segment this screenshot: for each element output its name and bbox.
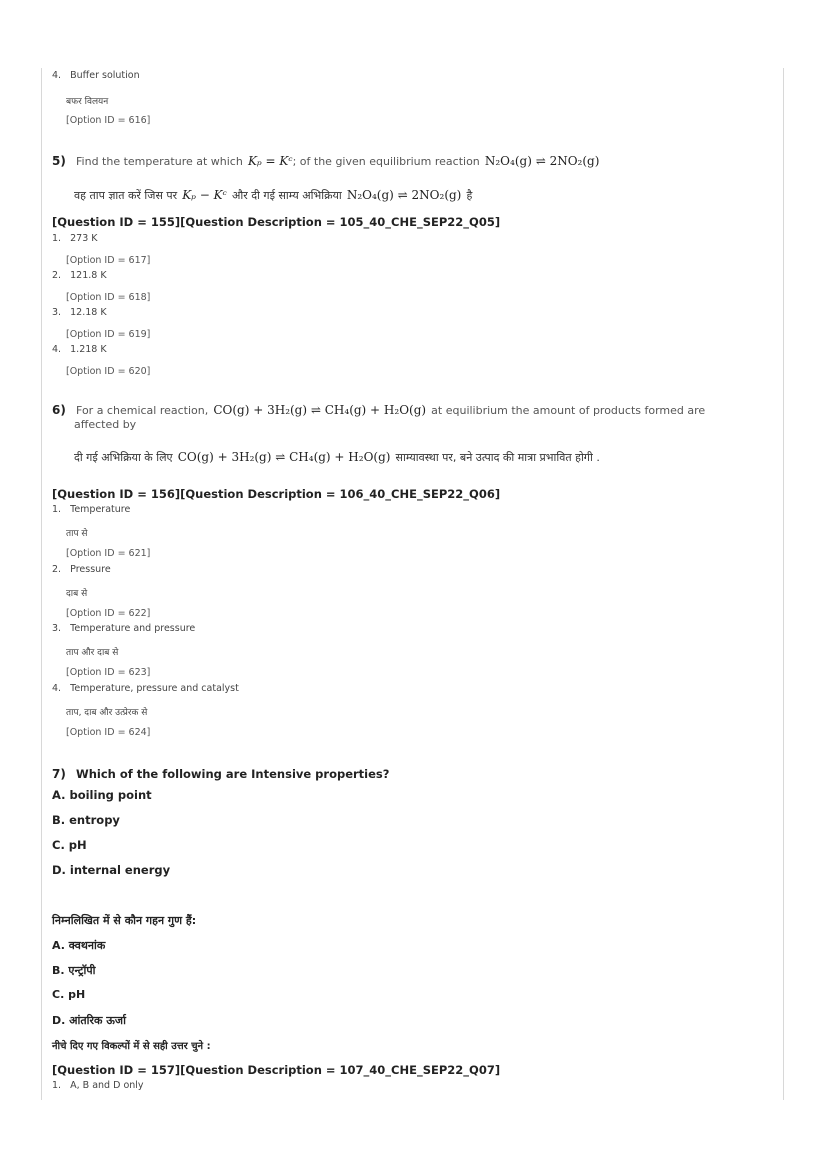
question-header: [Question ID = 155][Question Description = 105_40_CHE_SEP22_Q05] bbox=[52, 215, 501, 229]
question-header: [Question ID = 156][Question Description = 106_40_CHE_SEP22_Q06] bbox=[52, 487, 501, 501]
option-hindi: दाब से bbox=[66, 589, 88, 599]
question-text: Which of the following are Intensive properties? bbox=[76, 767, 390, 781]
hindi-text-cont: साम्यावस्था पर, बने उत्पाद की मात्रा प्रभावित होगी . bbox=[395, 451, 600, 464]
hindi-statement-a: A. क्वथनांक bbox=[52, 939, 106, 952]
option-number: 1. bbox=[52, 233, 62, 244]
question-number: 6) bbox=[52, 403, 66, 417]
question-text: For a chemical reaction, bbox=[76, 404, 209, 417]
question-text: Find the temperature at which bbox=[76, 155, 243, 168]
option-1 bbox=[52, 504, 130, 515]
option-hindi: ताप, दाब और उत्प्रेरक से bbox=[66, 708, 148, 718]
option-id: [Option ID = 620] bbox=[66, 366, 151, 377]
hindi-text-end: है bbox=[466, 189, 473, 202]
reaction-formula: CO(g) + 3H₂(g) ⇌ CH₄(g) + H₂O(g) bbox=[177, 450, 391, 464]
question-header: [Question ID = 157][Question Description = 107_40_CHE_SEP22_Q07] bbox=[52, 1063, 501, 1077]
option-id: [Option ID = 624] bbox=[66, 727, 151, 738]
reaction-formula: N₂O₄(g) ⇌ 2NO₂(g) bbox=[484, 154, 600, 168]
question-5-hindi bbox=[74, 184, 472, 203]
option-number: 4. bbox=[52, 344, 62, 355]
option-id: [Option ID = 616] bbox=[66, 115, 151, 126]
option-4 bbox=[52, 683, 239, 694]
reaction-formula: CO(g) + 3H₂(g) ⇌ CH₄(g) + H₂O(g) bbox=[213, 403, 427, 417]
option-id: [Option ID = 621] bbox=[66, 548, 151, 559]
hindi-text: दी गई अभिक्रिया के लिए bbox=[74, 451, 173, 464]
question-text-cont: ; of the given equilibrium reaction bbox=[292, 155, 480, 168]
question-7-text bbox=[52, 763, 389, 782]
option-number: 2. bbox=[52, 270, 62, 281]
question-6-text bbox=[52, 399, 706, 418]
kp-kc-expression: Kₚ = Kᶜ bbox=[247, 154, 293, 168]
option-number: 4. bbox=[52, 70, 62, 81]
option-text: 12.18 K bbox=[70, 307, 107, 318]
page-left-border bbox=[41, 68, 42, 1100]
option-2 bbox=[52, 564, 111, 575]
option-2 bbox=[52, 270, 107, 281]
option-id: [Option ID = 618] bbox=[66, 292, 151, 303]
option-text: Buffer solution bbox=[70, 70, 140, 81]
option-number: 3. bbox=[52, 623, 62, 634]
option-number: 1. bbox=[52, 504, 62, 515]
statement-a: A. boiling point bbox=[52, 788, 152, 802]
option-3 bbox=[52, 623, 195, 634]
option-text: Pressure bbox=[70, 564, 111, 575]
question-text-cont: at equilibrium the amount of products formed are bbox=[431, 404, 706, 417]
reaction-formula: N₂O₄(g) ⇌ 2NO₂(g) bbox=[346, 188, 462, 202]
question-6-hindi bbox=[74, 446, 600, 465]
question-5-text bbox=[52, 150, 599, 169]
hindi-question-text: निम्नलिखित में से कौन गहन गुण हैं: bbox=[52, 914, 197, 927]
option-1 bbox=[52, 1080, 144, 1091]
option-id: [Option ID = 622] bbox=[66, 608, 151, 619]
option-text: Temperature and pressure bbox=[70, 623, 196, 634]
hindi-statement-c: C. pH bbox=[52, 988, 86, 1001]
option-number: 2. bbox=[52, 564, 62, 575]
option-id: [Option ID = 619] bbox=[66, 329, 151, 340]
option-1 bbox=[52, 233, 98, 244]
option-3 bbox=[52, 307, 107, 318]
question-number: 7) bbox=[52, 767, 66, 781]
option-id: [Option ID = 623] bbox=[66, 667, 151, 678]
statement-c: C. pH bbox=[52, 838, 87, 852]
option-number: 1. bbox=[52, 1080, 62, 1091]
question-text-line2: affected by bbox=[74, 418, 137, 431]
option-number: 4. bbox=[52, 683, 62, 694]
option-text: 273 K bbox=[70, 233, 98, 244]
option-4 bbox=[52, 70, 140, 81]
hindi-statement-b: B. एन्ट्रॉपी bbox=[52, 964, 96, 977]
question-number: 5) bbox=[52, 154, 66, 168]
option-id: [Option ID = 617] bbox=[66, 255, 151, 266]
statement-d: D. internal energy bbox=[52, 863, 171, 877]
option-hindi: ताप और दाब से bbox=[66, 648, 119, 658]
option-hindi: बफर विलयन bbox=[66, 97, 109, 107]
statement-b: B. entropy bbox=[52, 813, 120, 827]
option-number: 3. bbox=[52, 307, 62, 318]
option-hindi: ताप से bbox=[66, 529, 88, 539]
hindi-text-cont: और दी गई साम्य अभिक्रिया bbox=[231, 189, 342, 202]
option-text: 121.8 K bbox=[70, 270, 107, 281]
option-4 bbox=[52, 344, 107, 355]
hindi-choose-instruction: नीचे दिए गए विकल्पों में से सही उत्तर चुने : bbox=[52, 1041, 211, 1052]
kp-kc-expression: Kₚ − Kᶜ bbox=[182, 188, 227, 202]
page-right-border bbox=[783, 68, 784, 1100]
hindi-text: वह ताप ज्ञात करें जिस पर bbox=[74, 189, 178, 202]
option-text: Temperature bbox=[70, 504, 131, 515]
option-text: Temperature, pressure and catalyst bbox=[70, 683, 239, 694]
hindi-statement-d: D. आंतरिक ऊर्जा bbox=[52, 1014, 126, 1027]
option-text: 1.218 K bbox=[70, 344, 107, 355]
option-text: A, B and D only bbox=[70, 1080, 144, 1091]
